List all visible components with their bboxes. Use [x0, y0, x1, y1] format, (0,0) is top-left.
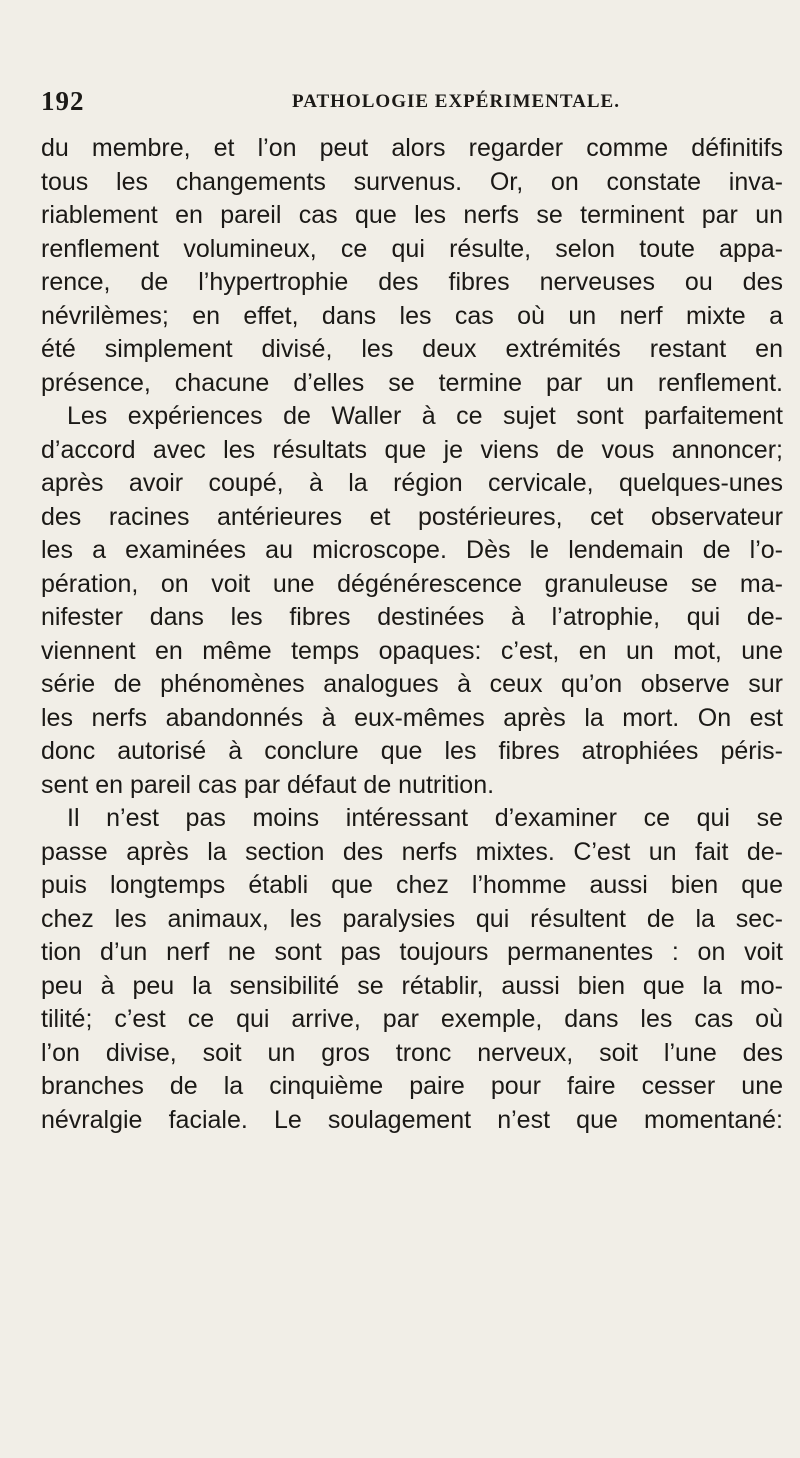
text-line: du membre, et l’on peut alors regarder comme définitifs: [41, 134, 783, 162]
text-line: tion d’un nerf ne sont pas toujours permanentes : on voit: [41, 938, 783, 966]
text-line: l’on divise, soit un gros tronc nerveux, soit l’une des: [41, 1038, 783, 1067]
text-line: peu à peu la sensibilité se rétablir, aussi bien que la mo-: [41, 971, 783, 1000]
text-line: chez les animaux, les paralysies qui résultent de la sec-: [41, 904, 783, 933]
text-line: riablement en pareil cas que les nerfs se terminent par un: [41, 201, 783, 229]
text-line: renflement volumineux, ce qui résulte, selon toute appa-: [41, 234, 783, 263]
text-line: branches de la cinquième paire pour faire cesser une: [41, 1072, 783, 1100]
body-text: [41, 132, 783, 1137]
text-line: les a examinées au microscope. Dès le lendemain de l’o-: [41, 536, 783, 564]
text-line: névrilèmes; en effet, dans les cas où un nerf mixte a: [41, 301, 783, 330]
text-line: Il n’est pas moins intéressant d’examiner ce qui se: [67, 804, 783, 832]
text-line: d’accord avec les résultats que je viens de vous annoncer;: [41, 435, 783, 464]
text-line: passe après la section des nerfs mixtes. C’est un fait de-: [41, 837, 783, 866]
text-line: tilité; c’est ce qui arrive, par exemple, dans les cas où: [41, 1005, 783, 1033]
page-number: 192: [41, 86, 85, 116]
text-line: rence, de l’hypertrophie des fibres nerveuses ou des: [41, 268, 783, 296]
text-line: puis longtemps établi que chez l’homme aussi bien que: [41, 871, 783, 899]
text-line: sent en pareil cas par défaut de nutrition.: [41, 770, 495, 799]
page-header: [41, 86, 761, 122]
text-line: des racines antérieures et postérieures, cet observateur: [41, 502, 783, 531]
text-line: donc autorisé à conclure que les fibres atrophiées péris-: [41, 737, 783, 765]
text-line: été simplement divisé, les deux extrémités restant en: [41, 335, 783, 363]
text-line: viennent en même temps opaques: c’est, en un mot, une: [41, 636, 783, 665]
text-line: névralgie faciale. Le soulagement n’est que momentané:: [41, 1105, 783, 1134]
text-line: les nerfs abandonnés à eux-mêmes après la mort. On est: [41, 703, 783, 732]
text-line: Les expériences de Waller à ce sujet sont parfaitement: [67, 402, 783, 430]
text-line: série de phénomènes analogues à ceux qu’on observe sur: [41, 670, 783, 698]
running-title: PATHOLOGIE EXPÉRIMENTALE.: [292, 91, 620, 112]
text-line: après avoir coupé, à la région cervicale, quelques-unes: [41, 469, 783, 497]
text-line: tous les changements survenus. Or, on constate inva-: [41, 167, 783, 196]
text-line: présence, chacune d’elles se termine par un renflement.: [41, 368, 783, 397]
text-line: pération, on voit une dégénérescence granuleuse se ma-: [41, 569, 783, 598]
text-line: nifester dans les fibres destinées à l’atrophie, qui de-: [41, 603, 783, 631]
